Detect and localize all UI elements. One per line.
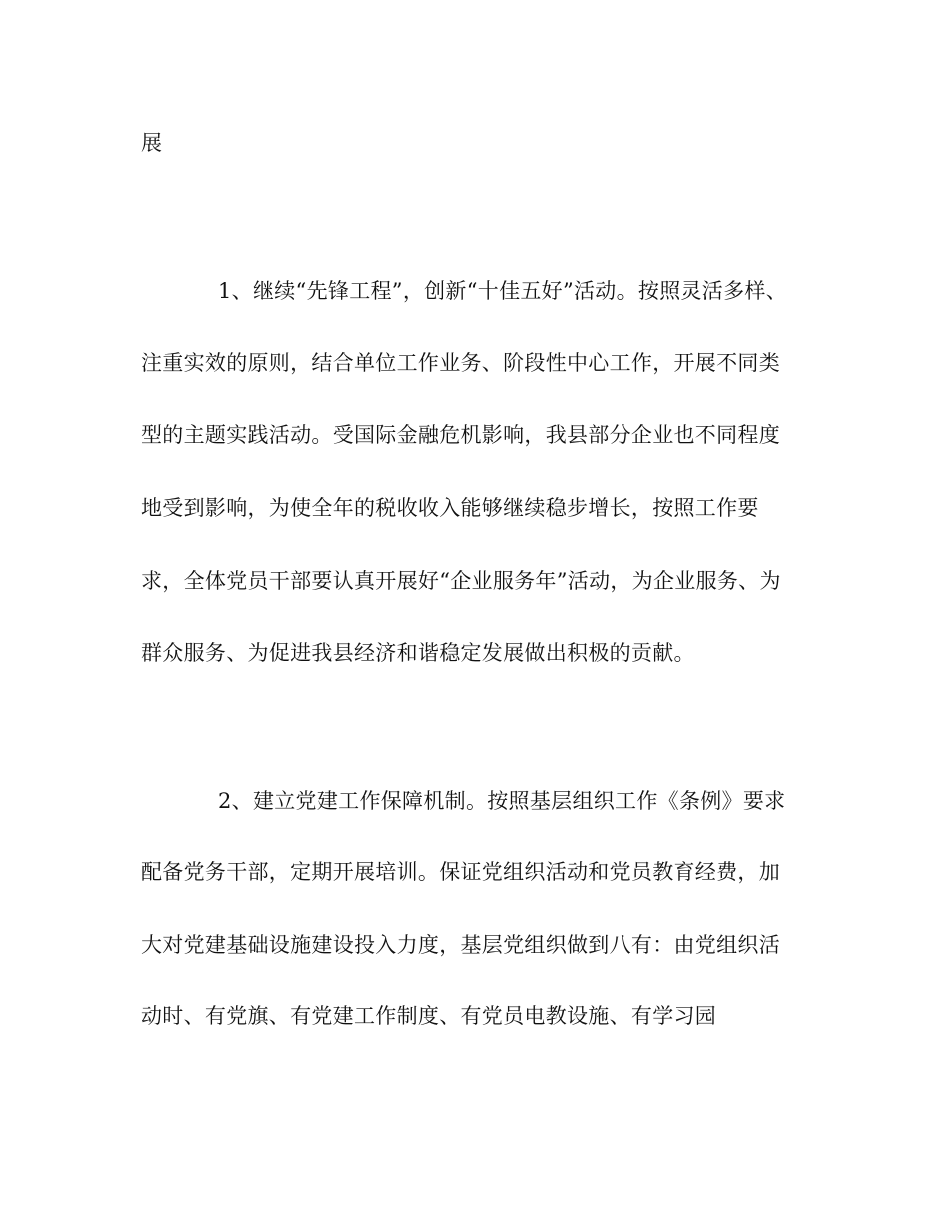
paragraph-1-line-3: 型的主题实践活动。受国际金融危机影响，我县部分企业也不同程度 — [141, 423, 780, 447]
paragraph-2-line-4: 动时、有党旗、有党建工作制度、有党员电教设施、有学习园 — [141, 1004, 717, 1028]
paragraph-1-line-6: 群众服务、为促进我县经济和谐稳定发展做出积极的贡献。 — [141, 641, 695, 665]
paragraph-1-line-1: 1、继续“先锋工程”，创新“十佳五好”活动。按照灵活多样、 — [218, 279, 788, 303]
paragraph-2-line-2: 配备党务干部，定期开展培训。保证党组织活动和党员教育经费，加 — [141, 860, 780, 884]
paragraph-1-line-5: 求，全体党员干部要认真开展好“企业服务年”活动，为企业服务、为 — [141, 569, 781, 593]
paragraph-2-line-3: 大对党建基础设施建设投入力度，基层党组织做到八有：由党组织活 — [141, 933, 780, 957]
paragraph-2-line-1: 2、建立党建工作保障机制。按照基层组织工作《条例》要求 — [218, 789, 786, 813]
text-line-continuation: 展 — [141, 131, 163, 155]
paragraph-1-line-4: 地受到影响，为使全年的税收收入能够继续稳步增长，按照工作要 — [141, 496, 759, 520]
paragraph-1-line-2: 注重实效的原则，结合单位工作业务、阶段性中心工作，开展不同类 — [141, 351, 780, 375]
